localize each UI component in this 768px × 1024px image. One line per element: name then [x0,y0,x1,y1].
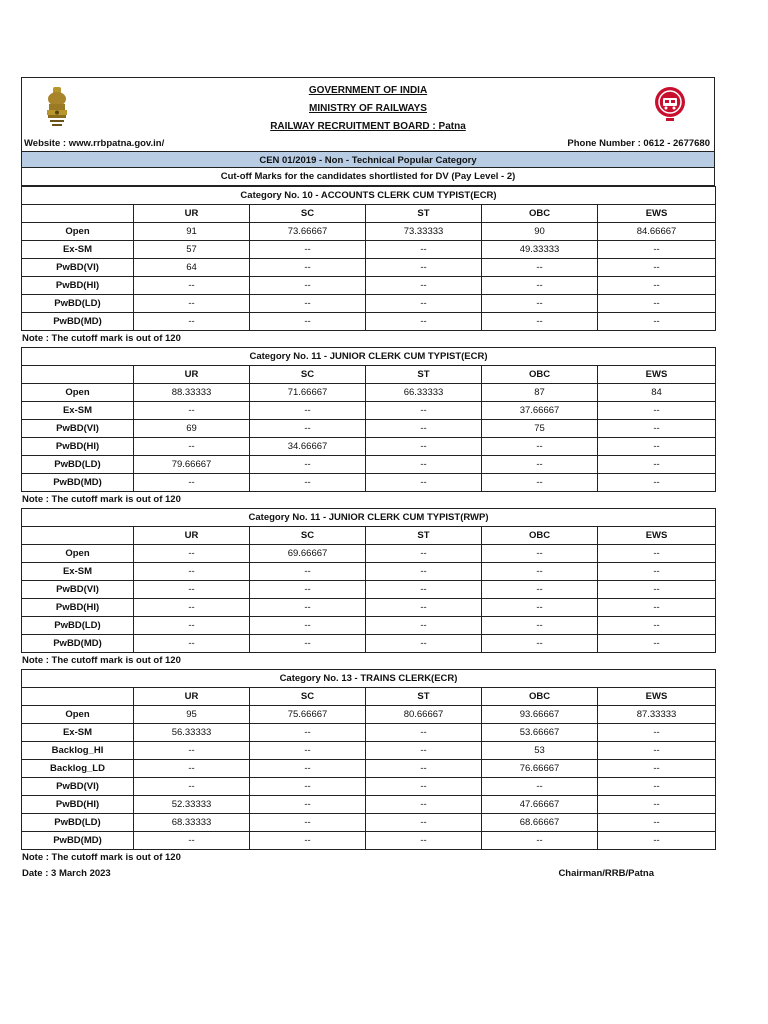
cutoff-value-cell: 75 [482,420,598,438]
row-label: PwBD(VI) [22,581,134,599]
cutoff-value-cell: -- [250,635,366,653]
cutoff-value-cell: 84.66667 [598,223,716,241]
row-label: PwBD(LD) [22,456,134,474]
category-title: Category No. 11 - JUNIOR CLERK CUM TYPIST(ECR) [22,348,716,366]
cutoff-value-cell: 69.66667 [250,545,366,563]
table-row [22,814,716,832]
cutoff-value-cell: -- [250,581,366,599]
cutoff-value-cell: -- [366,760,482,778]
cutoff-value-cell: -- [250,420,366,438]
column-header: EWS [598,205,716,223]
cutoff-value-cell: -- [366,724,482,742]
table-row [22,832,716,850]
table-row [22,563,716,581]
column-header: UR [134,688,250,706]
row-label: PwBD(VI) [22,259,134,277]
row-label: PwBD(LD) [22,295,134,313]
row-label: PwBD(VI) [22,420,134,438]
cutoff-value-cell: -- [598,599,716,617]
cutoff-value-cell: -- [598,295,716,313]
column-header: OBC [482,366,598,384]
cutoff-value-cell: -- [250,563,366,581]
cen-title: CEN 01/2019 - Non - Technical Popular Category [21,151,715,168]
table-row [22,420,716,438]
phone-number-text: Phone Number : 0612 - 2677680 [567,138,710,149]
column-header: ST [366,527,482,545]
cutoff-value-cell: -- [134,474,250,492]
cutoff-value-cell: -- [250,402,366,420]
cutoff-value-cell: -- [598,456,716,474]
cutoff-value-cell: 49.33333 [482,241,598,259]
cutoff-value-cell: 47.66667 [482,796,598,814]
table-row [22,760,716,778]
cutoff-value-cell: -- [366,581,482,599]
cutoff-value-cell: -- [598,545,716,563]
column-header: EWS [598,366,716,384]
table-row [22,438,716,456]
cutoff-value-cell: -- [482,474,598,492]
cutoff-sections [21,186,715,866]
row-label: Ex-SM [22,724,134,742]
column-header-row [22,366,716,384]
cutoff-value-cell: -- [598,474,716,492]
cutoff-value-cell: -- [134,760,250,778]
cutoff-value-cell: -- [598,420,716,438]
cutoff-note: Note : The cutoff mark is out of 120 [22,494,181,505]
cutoff-value-cell: -- [134,295,250,313]
table-row [22,545,716,563]
cutoff-value-cell: -- [366,617,482,635]
cutoff-value-cell: -- [366,313,482,331]
column-header-row [22,205,716,223]
cutoff-value-cell: -- [482,581,598,599]
cutoff-value-cell: -- [482,313,598,331]
category-title: Category No. 11 - JUNIOR CLERK CUM TYPIST(RWP) [22,509,716,527]
cutoff-value-cell: 80.66667 [366,706,482,724]
cutoff-value-cell: -- [366,599,482,617]
cutoff-value-cell: 73.33333 [366,223,482,241]
row-label: PwBD(MD) [22,474,134,492]
column-header: SC [250,366,366,384]
cutoff-value-cell: -- [366,438,482,456]
column-header: SC [250,527,366,545]
table-row [22,402,716,420]
cutoff-value-cell: -- [250,760,366,778]
cutoff-value-cell: -- [482,277,598,295]
row-label: Ex-SM [22,563,134,581]
header-board: RAILWAY RECRUITMENT BOARD : Patna [270,121,466,132]
cutoff-value-cell: -- [366,832,482,850]
cutoff-value-cell: -- [598,760,716,778]
cutoff-value-cell: -- [482,259,598,277]
table-row [22,581,716,599]
cutoff-value-cell: -- [482,295,598,313]
table-row [22,241,716,259]
row-label: Backlog_HI [22,742,134,760]
cutoff-value-cell: -- [598,796,716,814]
cutoff-value-cell: -- [482,599,598,617]
cutoff-value-cell: 37.66667 [482,402,598,420]
column-header: OBC [482,527,598,545]
cutoff-value-cell: -- [598,635,716,653]
row-label: PwBD(LD) [22,814,134,832]
cutoff-value-cell: -- [134,277,250,295]
cutoff-value-cell: -- [134,599,250,617]
cutoff-value-cell: -- [250,724,366,742]
column-header: UR [134,366,250,384]
cutoff-value-cell: -- [134,778,250,796]
cutoff-table [21,669,716,850]
row-label: PwBD(LD) [22,617,134,635]
cutoff-value-cell: -- [598,742,716,760]
cutoff-value-cell: -- [598,832,716,850]
cutoff-value-cell: -- [482,635,598,653]
cutoff-value-cell: -- [250,277,366,295]
table-row [22,223,716,241]
document-header [21,77,715,151]
column-header: OBC [482,688,598,706]
cutoff-value-cell: -- [250,241,366,259]
header-blank-cell [22,527,134,545]
row-label: PwBD(HI) [22,796,134,814]
cutoff-value-cell: -- [598,724,716,742]
row-label: Ex-SM [22,241,134,259]
row-label: PwBD(VI) [22,778,134,796]
table-row [22,313,716,331]
column-header-row [22,688,716,706]
cutoff-value-cell: 66.33333 [366,384,482,402]
cutoff-value-cell: -- [598,241,716,259]
cutoff-value-cell: 73.66667 [250,223,366,241]
table-row [22,599,716,617]
cutoff-value-cell: -- [366,295,482,313]
cutoff-value-cell: 69 [134,420,250,438]
table-row [22,796,716,814]
row-label: Open [22,223,134,241]
cutoff-table [21,347,716,492]
cutoff-value-cell: -- [482,456,598,474]
cutoff-value-cell: 93.66667 [482,706,598,724]
cutoff-value-cell: -- [366,241,482,259]
table-row [22,277,716,295]
column-header: EWS [598,527,716,545]
header-blank-cell [22,366,134,384]
cutoff-value-cell: 71.66667 [250,384,366,402]
cutoff-value-cell: -- [134,313,250,331]
cutoff-value-cell: -- [250,814,366,832]
indian-railways-logo-icon [654,84,686,122]
row-label: PwBD(HI) [22,599,134,617]
row-label: PwBD(HI) [22,438,134,456]
cutoff-value-cell: -- [366,742,482,760]
cutoff-value-cell: -- [134,563,250,581]
cutoff-value-cell: -- [134,581,250,599]
cutoff-value-cell: -- [250,295,366,313]
cutoff-value-cell: 84 [598,384,716,402]
header-blank-cell [22,688,134,706]
header-government: GOVERNMENT OF INDIA [308,85,428,96]
cutoff-value-cell: 64 [134,259,250,277]
row-label: PwBD(HI) [22,277,134,295]
cutoff-value-cell: -- [250,742,366,760]
table-row [22,295,716,313]
table-row [22,742,716,760]
cutoff-value-cell: -- [250,778,366,796]
row-label: Backlog_LD [22,760,134,778]
cutoff-value-cell: -- [598,617,716,635]
column-header: ST [366,688,482,706]
cutoff-value-cell: -- [598,259,716,277]
row-label: Ex-SM [22,402,134,420]
cutoff-value-cell: -- [366,814,482,832]
row-label: Open [22,545,134,563]
cutoff-value-cell: -- [598,778,716,796]
cutoff-value-cell: 68.33333 [134,814,250,832]
header-blank-cell [22,205,134,223]
column-header: EWS [598,688,716,706]
table-row [22,724,716,742]
category-title: Category No. 10 - ACCOUNTS CLERK CUM TYPIST(ECR) [22,187,716,205]
cutoff-value-cell: -- [482,778,598,796]
cutoff-value-cell: -- [366,474,482,492]
issue-date: Date : 3 March 2023 [22,868,111,879]
cutoff-value-cell: -- [134,438,250,456]
row-label: Open [22,706,134,724]
header-ministry: MINISTRY OF RAILWAYS [309,103,427,114]
cutoff-value-cell: 52.33333 [134,796,250,814]
cutoff-value-cell: -- [598,814,716,832]
cutoff-value-cell: -- [366,420,482,438]
cutoff-value-cell: -- [366,402,482,420]
cutoff-value-cell: -- [598,277,716,295]
column-header: ST [366,205,482,223]
cutoff-value-cell: -- [598,402,716,420]
cutoff-value-cell: 87.33333 [598,706,716,724]
cutoff-note: Note : The cutoff mark is out of 120 [22,852,181,863]
cutoff-value-cell: 57 [134,241,250,259]
cutoff-value-cell: 88.33333 [134,384,250,402]
cutoff-value-cell: -- [250,599,366,617]
cutoff-note: Note : The cutoff mark is out of 120 [22,333,181,344]
cutoff-value-cell: 53.66667 [482,724,598,742]
cutoff-value-cell: -- [482,545,598,563]
cutoff-value-cell: -- [366,635,482,653]
cutoff-document [21,77,715,884]
table-row [22,384,716,402]
column-header: SC [250,688,366,706]
cutoff-value-cell: -- [250,796,366,814]
cutoff-value-cell: -- [250,832,366,850]
table-row [22,706,716,724]
cutoff-table [21,508,716,653]
cutoff-value-cell: -- [134,832,250,850]
cutoff-value-cell: -- [598,581,716,599]
table-row [22,456,716,474]
cutoff-value-cell: -- [366,259,482,277]
cutoff-value-cell: -- [250,259,366,277]
cutoff-value-cell: -- [482,438,598,456]
cutoff-value-cell: -- [482,617,598,635]
column-header: ST [366,366,482,384]
category-title: Category No. 13 - TRAINS CLERK(ECR) [22,670,716,688]
cutoff-value-cell: -- [366,277,482,295]
row-label: PwBD(MD) [22,635,134,653]
cutoff-value-cell: -- [482,563,598,581]
cutoff-value-cell: 34.66667 [250,438,366,456]
website-text: Website : www.rrbpatna.gov.in/ [24,138,165,149]
column-header: OBC [482,205,598,223]
cutoff-value-cell: 56.33333 [134,724,250,742]
table-row [22,474,716,492]
cutoff-value-cell: -- [134,742,250,760]
column-header-row [22,527,716,545]
table-subtitle: Cut-off Marks for the candidates shortlisted for DV (Pay Level - 2) [21,168,715,186]
cutoff-value-cell: -- [250,617,366,635]
cutoff-value-cell: -- [366,796,482,814]
cutoff-value-cell: -- [366,456,482,474]
table-row [22,778,716,796]
cutoff-value-cell: 91 [134,223,250,241]
table-row [22,617,716,635]
cutoff-value-cell: 95 [134,706,250,724]
cutoff-value-cell: -- [482,832,598,850]
cutoff-value-cell: 75.66667 [250,706,366,724]
cutoff-value-cell: -- [250,313,366,331]
cutoff-value-cell: -- [134,545,250,563]
document-footer [21,866,715,884]
row-label: PwBD(MD) [22,832,134,850]
cutoff-value-cell: 76.66667 [482,760,598,778]
cutoff-value-cell: -- [366,563,482,581]
row-label: Open [22,384,134,402]
cutoff-value-cell: -- [134,617,250,635]
cutoff-value-cell: -- [366,545,482,563]
cutoff-value-cell: -- [134,635,250,653]
cutoff-value-cell: -- [598,563,716,581]
cutoff-table [21,186,716,331]
cutoff-value-cell: -- [250,474,366,492]
table-row [22,259,716,277]
cutoff-value-cell: 90 [482,223,598,241]
cutoff-value-cell: -- [598,438,716,456]
column-header: UR [134,205,250,223]
column-header: UR [134,527,250,545]
row-label: PwBD(MD) [22,313,134,331]
table-row [22,635,716,653]
cutoff-value-cell: -- [250,456,366,474]
cutoff-value-cell: -- [134,402,250,420]
cutoff-note: Note : The cutoff mark is out of 120 [22,655,181,666]
column-header: SC [250,205,366,223]
cutoff-value-cell: 79.66667 [134,456,250,474]
signatory: Chairman/RRB/Patna [558,868,654,879]
cutoff-value-cell: -- [366,778,482,796]
cutoff-value-cell: -- [598,313,716,331]
cutoff-value-cell: 87 [482,384,598,402]
cutoff-value-cell: 53 [482,742,598,760]
cutoff-value-cell: 68.66667 [482,814,598,832]
